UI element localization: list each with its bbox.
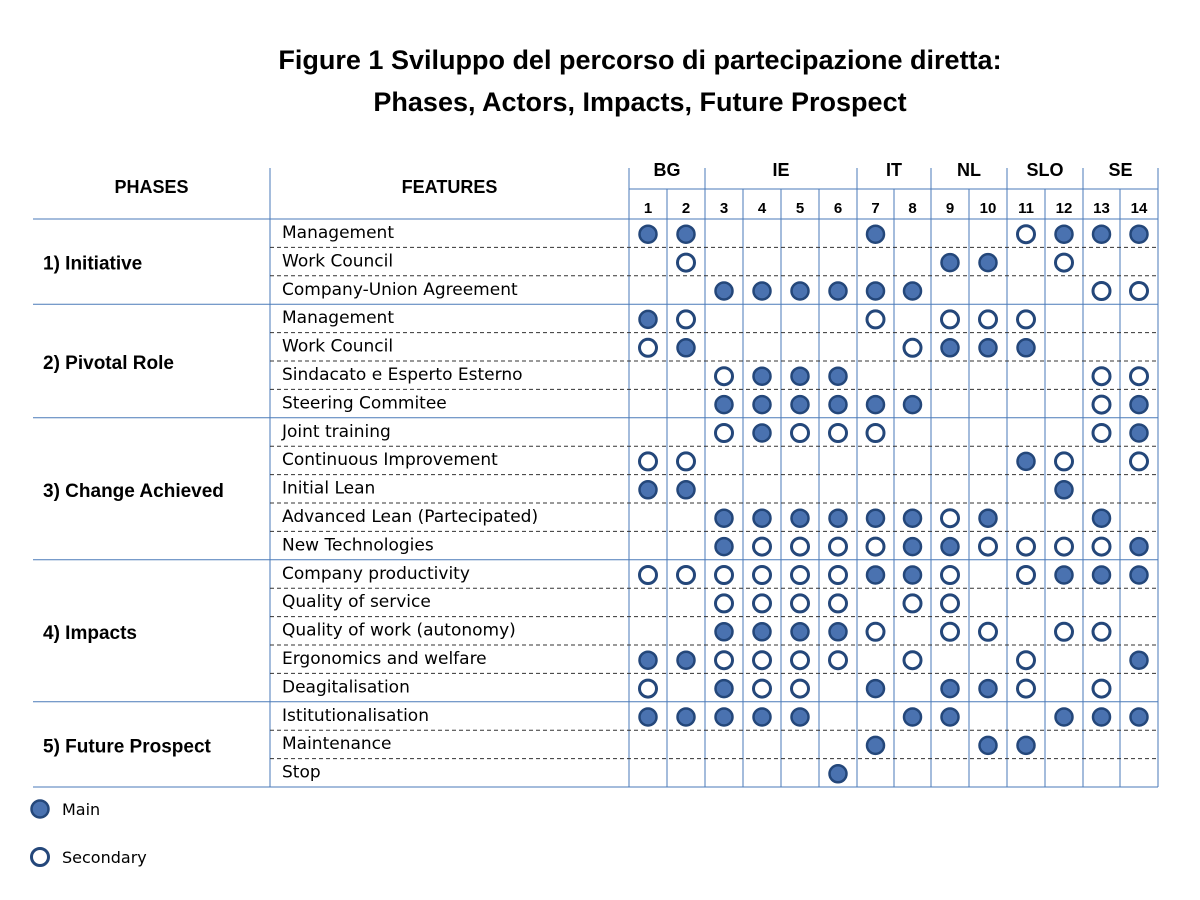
country-header-bg: BG bbox=[653, 160, 681, 180]
main-mark bbox=[716, 538, 733, 555]
main-mark bbox=[830, 510, 847, 527]
main-mark bbox=[678, 339, 695, 356]
main-mark bbox=[904, 510, 921, 527]
main-mark bbox=[792, 368, 809, 385]
main-mark bbox=[1018, 339, 1035, 356]
feature-label: Ergonomics and welfare bbox=[282, 649, 487, 669]
main-mark bbox=[1093, 709, 1110, 726]
secondary-mark bbox=[1018, 226, 1035, 243]
feature-label: Work Council bbox=[282, 336, 394, 357]
main-mark bbox=[754, 283, 771, 300]
feature-label: Work Council bbox=[282, 251, 394, 272]
case-number-13: 13 bbox=[1093, 200, 1110, 217]
secondary-mark bbox=[1018, 652, 1035, 669]
main-mark bbox=[716, 396, 733, 413]
main-mark bbox=[1018, 453, 1035, 470]
main-mark bbox=[904, 567, 921, 584]
feature-label: Joint training bbox=[282, 421, 391, 442]
main-mark bbox=[904, 283, 921, 300]
secondary-mark bbox=[1018, 538, 1035, 555]
secondary-mark bbox=[792, 538, 809, 555]
main-mark bbox=[792, 396, 809, 413]
secondary-mark bbox=[942, 623, 959, 640]
secondary-mark bbox=[942, 510, 959, 527]
secondary-mark bbox=[1018, 680, 1035, 697]
feature-label: Maintenance bbox=[282, 734, 392, 755]
main-mark bbox=[716, 510, 733, 527]
main-mark bbox=[830, 765, 847, 782]
main-mark bbox=[716, 283, 733, 300]
main-mark bbox=[640, 709, 657, 726]
case-number-8: 8 bbox=[908, 200, 917, 217]
case-number-1: 1 bbox=[643, 200, 653, 217]
legend-main bbox=[30, 796, 100, 822]
main-mark bbox=[678, 652, 695, 669]
secondary-mark bbox=[716, 425, 733, 442]
figure-title-line-1: Figure 1 Sviluppo del percorso di partecipazione diretta: bbox=[278, 45, 1002, 75]
secondary-mark bbox=[1093, 623, 1110, 640]
secondary-mark bbox=[1093, 368, 1110, 385]
main-mark bbox=[716, 709, 733, 726]
main-mark bbox=[980, 510, 997, 527]
secondary-mark bbox=[1056, 453, 1073, 470]
figure-title-line-2: Phases, Actors, Impacts, Future Prospect bbox=[373, 87, 907, 117]
case-number-14: 14 bbox=[1130, 200, 1148, 217]
feature-label: Initial Lean bbox=[282, 478, 376, 499]
main-mark bbox=[716, 623, 733, 640]
secondary-mark bbox=[1056, 538, 1073, 555]
main-mark bbox=[942, 254, 959, 271]
main-mark bbox=[754, 396, 771, 413]
main-mark bbox=[1056, 709, 1073, 726]
feature-label: Company productivity bbox=[282, 563, 470, 584]
case-number-12: 12 bbox=[1055, 200, 1073, 217]
feature-label: Deagitalisation bbox=[282, 677, 410, 698]
country-header-it: IT bbox=[886, 160, 902, 180]
secondary-mark bbox=[678, 254, 695, 271]
secondary-mark bbox=[678, 311, 695, 328]
main-mark bbox=[1056, 481, 1073, 498]
secondary-mark bbox=[792, 652, 809, 669]
secondary-mark bbox=[1131, 368, 1148, 385]
secondary-mark bbox=[792, 425, 809, 442]
secondary-mark bbox=[867, 425, 884, 442]
feature-label: Steering Commitee bbox=[282, 393, 447, 414]
country-header-nl: NL bbox=[957, 160, 981, 180]
secondary-mark bbox=[754, 595, 771, 612]
feature-label: Quality of service bbox=[282, 592, 431, 613]
main-mark bbox=[830, 368, 847, 385]
main-mark bbox=[640, 652, 657, 669]
secondary-mark bbox=[1093, 396, 1110, 413]
main-mark bbox=[1056, 567, 1073, 584]
main-mark bbox=[754, 425, 771, 442]
legend-secondary bbox=[30, 844, 147, 870]
secondary-mark bbox=[792, 595, 809, 612]
features-header: FEATURES bbox=[401, 177, 498, 197]
main-mark bbox=[867, 510, 884, 527]
secondary-mark bbox=[980, 538, 997, 555]
main-mark bbox=[1018, 737, 1035, 754]
main-mark bbox=[716, 680, 733, 697]
main-mark bbox=[640, 311, 657, 328]
main-mark bbox=[942, 709, 959, 726]
secondary-mark bbox=[830, 652, 847, 669]
secondary-mark bbox=[754, 538, 771, 555]
case-number-4: 4 bbox=[757, 200, 767, 217]
secondary-mark bbox=[980, 311, 997, 328]
feature-label: Management bbox=[282, 308, 394, 329]
secondary-mark bbox=[867, 311, 884, 328]
legend-secondary-label: Secondary bbox=[62, 847, 147, 867]
main-mark bbox=[980, 254, 997, 271]
secondary-mark bbox=[1093, 283, 1110, 300]
feature-label: Quality of work (autonomy) bbox=[282, 620, 516, 641]
main-mark bbox=[1131, 567, 1148, 584]
secondary-mark bbox=[716, 567, 733, 584]
secondary-mark bbox=[1131, 453, 1148, 470]
phase-label: 2) Pivotal Role bbox=[43, 353, 174, 374]
case-number-6: 6 bbox=[833, 200, 843, 217]
main-mark bbox=[1131, 538, 1148, 555]
feature-label: Management bbox=[282, 223, 394, 243]
secondary-mark bbox=[867, 623, 884, 640]
secondary-mark bbox=[678, 453, 695, 470]
main-mark bbox=[792, 623, 809, 640]
secondary-mark bbox=[942, 567, 959, 584]
main-mark bbox=[942, 538, 959, 555]
secondary-mark bbox=[1018, 567, 1035, 584]
secondary-mark bbox=[1131, 283, 1148, 300]
secondary-mark bbox=[792, 567, 809, 584]
case-number-11: 11 bbox=[1018, 200, 1034, 217]
secondary-mark bbox=[640, 339, 657, 356]
secondary-mark bbox=[1093, 425, 1110, 442]
secondary-mark bbox=[1093, 680, 1110, 697]
case-number-5: 5 bbox=[795, 200, 805, 217]
secondary-mark bbox=[942, 311, 959, 328]
secondary-mark bbox=[716, 652, 733, 669]
secondary-mark bbox=[830, 595, 847, 612]
secondary-mark bbox=[904, 595, 921, 612]
main-mark bbox=[1093, 510, 1110, 527]
secondary-mark bbox=[640, 453, 657, 470]
main-mark bbox=[754, 709, 771, 726]
secondary-mark bbox=[678, 567, 695, 584]
secondary-mark bbox=[830, 425, 847, 442]
secondary-mark bbox=[867, 538, 884, 555]
secondary-mark bbox=[980, 623, 997, 640]
feature-label: Company-Union Agreement bbox=[282, 279, 518, 300]
main-mark bbox=[1131, 709, 1148, 726]
main-mark bbox=[1093, 226, 1110, 243]
main-mark bbox=[1056, 226, 1073, 243]
phase-label: 3) Change Achieved bbox=[43, 480, 224, 502]
main-mark bbox=[942, 680, 959, 697]
main-mark bbox=[678, 709, 695, 726]
main-mark bbox=[980, 737, 997, 754]
main-mark bbox=[678, 481, 695, 498]
phase-label: 5) Future Prospect bbox=[43, 736, 211, 758]
main-mark bbox=[867, 396, 884, 413]
secondary-mark bbox=[792, 680, 809, 697]
main-mark bbox=[754, 368, 771, 385]
feature-label: Stop bbox=[282, 762, 321, 783]
main-mark bbox=[867, 737, 884, 754]
secondary-mark bbox=[754, 680, 771, 697]
secondary-mark bbox=[1056, 623, 1073, 640]
main-mark bbox=[640, 226, 657, 243]
main-mark bbox=[1131, 396, 1148, 413]
main-mark bbox=[867, 283, 884, 300]
secondary-mark bbox=[1093, 538, 1110, 555]
main-mark bbox=[904, 396, 921, 413]
secondary-circle-icon bbox=[30, 847, 50, 867]
case-number-10: 10 bbox=[979, 200, 997, 217]
main-mark bbox=[792, 709, 809, 726]
secondary-mark bbox=[942, 595, 959, 612]
main-mark bbox=[904, 709, 921, 726]
main-mark bbox=[830, 623, 847, 640]
country-header-ie: IE bbox=[772, 160, 790, 180]
feature-label: Continuous Improvement bbox=[282, 450, 498, 471]
secondary-mark bbox=[830, 567, 847, 584]
main-mark bbox=[1131, 425, 1148, 442]
secondary-mark bbox=[754, 652, 771, 669]
main-mark bbox=[792, 283, 809, 300]
country-header-se: SE bbox=[1108, 160, 1133, 180]
case-number-9: 9 bbox=[945, 200, 955, 217]
main-circle-icon bbox=[30, 799, 50, 819]
main-mark bbox=[867, 567, 884, 584]
case-number-3: 3 bbox=[719, 200, 729, 217]
main-mark bbox=[980, 339, 997, 356]
feature-label: Istitutionalisation bbox=[282, 705, 429, 726]
feature-label: Advanced Lean (Partecipated) bbox=[282, 507, 539, 527]
main-mark bbox=[754, 623, 771, 640]
secondary-mark bbox=[716, 368, 733, 385]
secondary-mark bbox=[1018, 311, 1035, 328]
main-mark bbox=[980, 680, 997, 697]
main-mark bbox=[1131, 652, 1148, 669]
main-mark bbox=[904, 538, 921, 555]
secondary-mark bbox=[640, 680, 657, 697]
secondary-mark bbox=[904, 339, 921, 356]
main-mark bbox=[1093, 567, 1110, 584]
case-number-7: 7 bbox=[871, 200, 880, 217]
country-header-slo: SLO bbox=[1026, 160, 1064, 180]
main-mark bbox=[867, 226, 884, 243]
main-mark bbox=[678, 226, 695, 243]
case-number-2: 2 bbox=[681, 200, 691, 217]
main-mark bbox=[1131, 226, 1148, 243]
secondary-mark bbox=[716, 595, 733, 612]
main-mark bbox=[792, 510, 809, 527]
phase-label: 1) Initiative bbox=[43, 253, 143, 275]
secondary-mark bbox=[754, 567, 771, 584]
main-mark bbox=[830, 283, 847, 300]
main-mark bbox=[754, 510, 771, 527]
secondary-mark bbox=[904, 652, 921, 669]
feature-label: Sindacato e Esperto Esterno bbox=[282, 365, 523, 385]
main-mark bbox=[942, 339, 959, 356]
main-mark bbox=[867, 680, 884, 697]
phase-label: 4) Impacts bbox=[43, 622, 137, 644]
main-mark bbox=[640, 481, 657, 498]
feature-label: New Technologies bbox=[282, 535, 434, 556]
phases-header: PHASES bbox=[114, 177, 189, 197]
secondary-mark bbox=[640, 567, 657, 584]
legend-main-label: Main bbox=[62, 799, 101, 819]
secondary-mark bbox=[1056, 254, 1073, 271]
secondary-mark bbox=[830, 538, 847, 555]
main-mark bbox=[830, 396, 847, 413]
